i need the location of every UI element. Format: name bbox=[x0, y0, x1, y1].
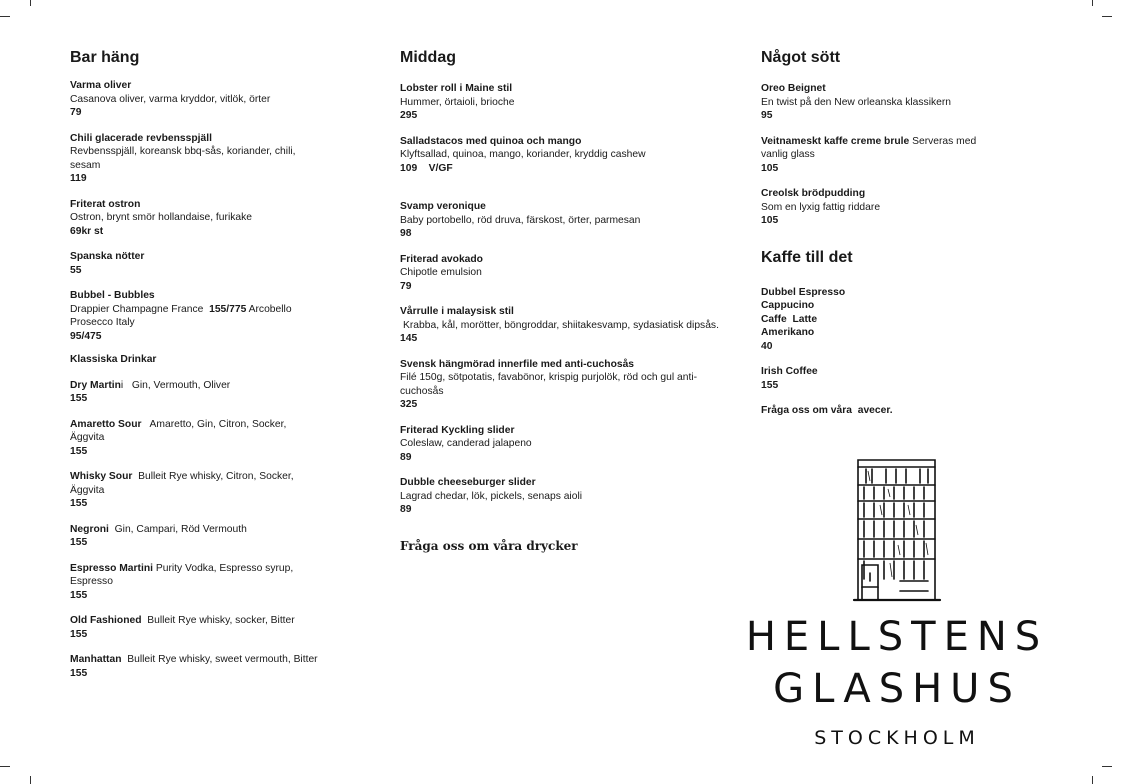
section-heading: Middag bbox=[400, 49, 456, 66]
crop-mark-tl-h bbox=[0, 16, 10, 17]
avec-note: Fråga oss om våra avecer. bbox=[761, 405, 893, 416]
menu-item: Creolsk brödpudding Som en lyxig fattig riddare 105 bbox=[761, 188, 881, 226]
menu-item: Varma oliver Casanova oliver, varma kryddor, vitlök, örter 79 bbox=[70, 80, 271, 118]
menu-item: Vårrulle i malaysisk stil Krabba, kål, morötter, böngroddar, shiitakesvamp, sydasiatisk dipsås. 145 bbox=[400, 306, 719, 344]
drink-item: Whisky Sour Bulleit Rye whisky, Citron, Socker, Äggvita 155 bbox=[70, 471, 294, 509]
irish-coffee: Irish Coffee 155 bbox=[761, 366, 818, 391]
drink-item: Manhattan Bulleit Rye whisky, sweet vermouth, Bitter 155 bbox=[70, 654, 318, 679]
drink-item: Old Fashioned Bulleit Rye whisky, socker, Bitter 155 bbox=[70, 615, 295, 640]
menu-item: Friterad Kyckling slider Coleslaw, canderad jalapeno 89 bbox=[400, 424, 532, 463]
menu-item: Veitnameskt kaffe creme brule Serveras med vanlig glass 105 bbox=[761, 135, 977, 174]
logo-line-stockholm: STOCKHOLM bbox=[814, 727, 980, 749]
menu-item-bubbles: Bubbel - Bubbles Drappier Champagne France 155/775 Arcobello Prosecco Italy 95/475 bbox=[70, 290, 292, 342]
crop-mark-tl-v bbox=[30, 0, 31, 6]
crop-mark-bl-h bbox=[0, 766, 10, 767]
menu-item: Dubble cheeseburger slider Lagrad chedar, lök, pickels, senaps aioli 89 bbox=[400, 477, 583, 515]
section-heading: Något sött bbox=[761, 49, 841, 66]
crop-mark-br-h bbox=[1102, 766, 1112, 767]
menu-item: Svamp veronique Baby portobello, röd druva, färskost, örter, parmesan 98 bbox=[400, 201, 641, 239]
crop-mark-tr-v bbox=[1092, 0, 1093, 6]
menu-item: Salladstacos med quinoa och mango Klyftsallad, quinoa, mango, koriander, kryddig cashew 109 V/GF bbox=[400, 135, 646, 174]
drink-item: Amaretto Sour Amaretto, Gin, Citron, Socker, Äggvita 155 bbox=[70, 418, 287, 457]
section-heading: Kaffe till det bbox=[761, 248, 853, 266]
section-heading: Bar häng bbox=[70, 49, 140, 66]
building-illustration-icon bbox=[840, 455, 970, 605]
drink-item: Dry Martini Gin, Vermouth, Oliver 155 bbox=[70, 379, 231, 404]
column-bar-hang bbox=[70, 48, 320, 680]
menu-item: Friterat ostron Ostron, brynt smör hollandaise, furikake 69kr st bbox=[70, 198, 252, 237]
coffee-list: Dubbel Espresso Cappucino Caffe Latte Amerikano 40 bbox=[761, 286, 846, 352]
drinks-subheading: Klassiska Drinkar bbox=[70, 354, 157, 365]
crop-mark-tr-h bbox=[1102, 16, 1112, 17]
crop-mark-bl-v bbox=[30, 776, 31, 784]
menu-item: Friterad avokado Chipotle emulsion 79 bbox=[400, 253, 483, 292]
column-middag bbox=[400, 48, 720, 553]
drinks-note: Fråga oss om våra drycker bbox=[400, 538, 578, 553]
drink-item: Negroni Gin, Campari, Röd Vermouth 155 bbox=[70, 523, 247, 548]
menu-item: Svensk hängmörad innerfile med anti-cuchosås Filé 150g, sötpotatis, favabönor, krispig purjolök, röd och gul anti-cuchosås 325 bbox=[400, 358, 698, 410]
logo-line-glashus: GLASHUS bbox=[773, 666, 1021, 712]
crop-mark-br-v bbox=[1092, 776, 1093, 784]
menu-item: Chili glacerade revbensspjäll Revbensspjäll, koreansk bbq-sås, koriander, chili, sesam 119 bbox=[70, 132, 296, 184]
menu-item: Spanska nötter 55 bbox=[70, 251, 145, 276]
drink-item: Espresso Martini Purity Vodka, Espresso syrup, Espresso 155 bbox=[70, 562, 294, 601]
column-nagot-sott bbox=[761, 48, 1001, 418]
menu-item: Oreo Beignet En twist på den New orleanska klassikern 95 bbox=[761, 83, 952, 121]
menu-item: Lobster roll i Maine stil Hummer, örtaioli, brioche 295 bbox=[400, 83, 515, 121]
logo-line-hellstens: HELLSTENS bbox=[745, 614, 1049, 660]
